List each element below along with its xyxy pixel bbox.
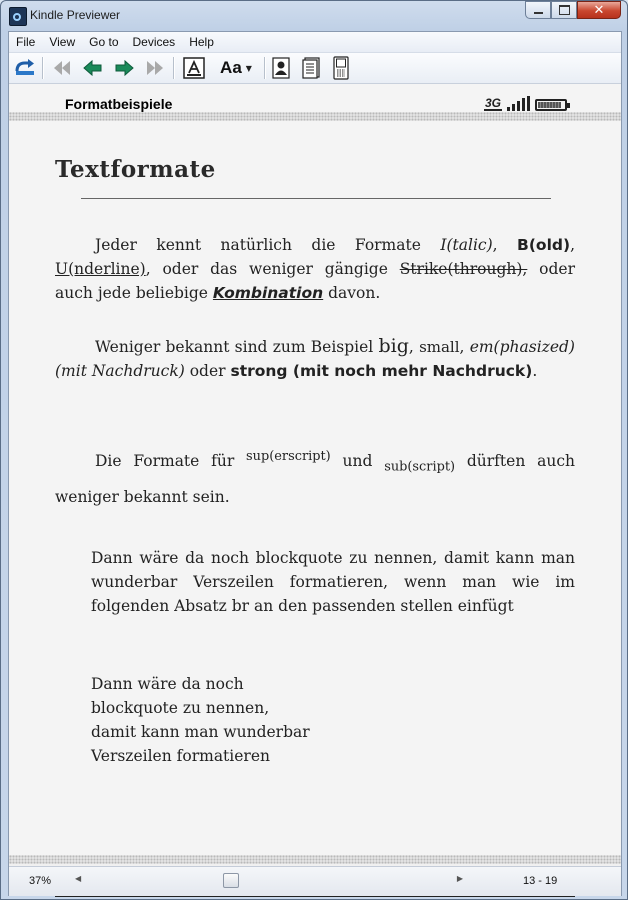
verse-blockquote (91, 672, 575, 768)
book-cover-icon (272, 57, 290, 79)
battery-icon (535, 99, 567, 111)
text-run: . (532, 362, 538, 380)
battery-level (538, 102, 561, 108)
emphasis-sample: em(phasized) (mit Nachdruck) (55, 338, 575, 380)
left-arrow-icon (82, 59, 104, 77)
text-run: oder (184, 362, 231, 380)
font-letter-icon (183, 57, 205, 79)
blockquote: Dann wäre da noch blockquote zu nennen, damit kann man wunderbar Verszeilen formatieren, wenn man wie im folgenden Absatz br an den passenden stellen einfügt (91, 549, 575, 615)
subscript-sample: sub(script) (384, 459, 456, 475)
minimize-icon (534, 12, 543, 14)
next-page-button[interactable] (111, 57, 137, 79)
scroll-right-icon[interactable]: ▶ (456, 874, 463, 883)
toolbar-separator (264, 57, 266, 79)
cover-view-button[interactable] (269, 57, 293, 79)
rotate-button[interactable] (12, 57, 38, 79)
menu-help[interactable]: Help (189, 35, 214, 49)
window-controls (525, 1, 621, 21)
scroll-left-icon[interactable]: ◀ (75, 874, 82, 883)
double-right-arrow-icon (144, 59, 166, 77)
rotate-icon (14, 59, 36, 77)
device-view-button[interactable] (329, 57, 353, 79)
book-reading-pane[interactable] (9, 84, 621, 864)
text-run: Weniger bekannt sind zum Beispiel (95, 338, 379, 356)
underline-sample: U(nderline) (55, 260, 146, 278)
kindle-app-icon (9, 7, 27, 26)
paragraph-formats (55, 233, 575, 305)
verse-line: blockquote zu nennen, (91, 699, 270, 717)
kindle-device-icon (333, 56, 349, 80)
window-title: Kindle Previewer (30, 8, 121, 22)
horizontal-scrollbar[interactable] (71, 873, 467, 889)
maximize-icon (559, 5, 570, 15)
previous-page-button[interactable] (80, 57, 106, 79)
big-sample: big (378, 335, 409, 357)
page-icon (302, 57, 320, 79)
chevron-down-icon: ▼ (245, 63, 252, 73)
title-bar[interactable] (1, 1, 627, 31)
device-status (484, 97, 567, 111)
scrollbar-thumb[interactable] (223, 873, 239, 888)
status-bar (9, 866, 621, 896)
client-area (8, 31, 622, 896)
toolbar-separator (173, 57, 175, 79)
maximize-button[interactable] (551, 1, 577, 19)
minimize-button[interactable] (525, 1, 551, 19)
text-run: , (459, 338, 470, 356)
font-size-label: Aa (220, 58, 242, 77)
signal-icon (507, 97, 530, 111)
first-page-button[interactable] (49, 57, 75, 79)
last-page-button[interactable] (142, 57, 168, 79)
menu-bar (9, 32, 621, 53)
menu-view[interactable]: View (49, 35, 76, 49)
footer-divider (9, 855, 621, 864)
chapter-heading: Textformate (55, 156, 216, 183)
text-run: , (408, 338, 420, 356)
verse-line: damit kann man wunderbar (91, 723, 310, 741)
double-left-arrow-icon (51, 59, 73, 77)
text-run: Jeder kennt natürlich die Formate (95, 236, 441, 254)
text-run: , (492, 236, 518, 254)
zoom-level: 37% (29, 875, 52, 887)
network-indicator: 3G (484, 96, 501, 110)
text-run: , (570, 236, 575, 254)
toolbar-separator (42, 57, 44, 79)
text-run: Die Formate für (95, 452, 247, 471)
font-size-dropdown[interactable] (213, 57, 259, 79)
verse-line: Dann wäre da noch (91, 675, 244, 693)
paragraph-lesser-known (55, 334, 575, 383)
text-run: oder auch jede beliebige (55, 260, 575, 302)
strikethrough-sample: Strike(through), (399, 260, 528, 278)
right-arrow-icon (113, 59, 135, 77)
verse-line: Verszeilen formatieren (91, 747, 270, 765)
book-title: Formatbeispiele (65, 96, 173, 112)
close-button[interactable] (577, 1, 621, 19)
header-divider (9, 112, 621, 121)
strong-sample: strong (mit noch mehr Nachdruck) (230, 362, 533, 380)
superscript-sample: sup(erscript) (246, 449, 331, 464)
menu-goto[interactable]: Go to (89, 35, 119, 49)
toolbar (9, 53, 621, 84)
bold-sample: B(old) (517, 236, 571, 254)
heading-rule (81, 198, 551, 199)
italic-sample: I(talic) (440, 236, 493, 254)
status-locations: 13 - 19 (523, 875, 558, 887)
page-view-button[interactable] (299, 57, 323, 79)
font-face-button[interactable] (181, 57, 207, 79)
text-run: dürften auch weniger bekannt sein. (55, 452, 575, 507)
menu-file[interactable]: File (16, 35, 36, 49)
small-sample: small (419, 338, 460, 356)
text-run: und (330, 452, 385, 471)
text-run: , oder das weniger gängige (145, 260, 400, 278)
close-icon: ✕ (593, 2, 605, 18)
menu-devices[interactable]: Devices (132, 35, 176, 49)
combination-sample: Kombination (212, 284, 324, 302)
text-run: davon. (323, 284, 381, 302)
paragraph-sup-sub (55, 442, 575, 512)
